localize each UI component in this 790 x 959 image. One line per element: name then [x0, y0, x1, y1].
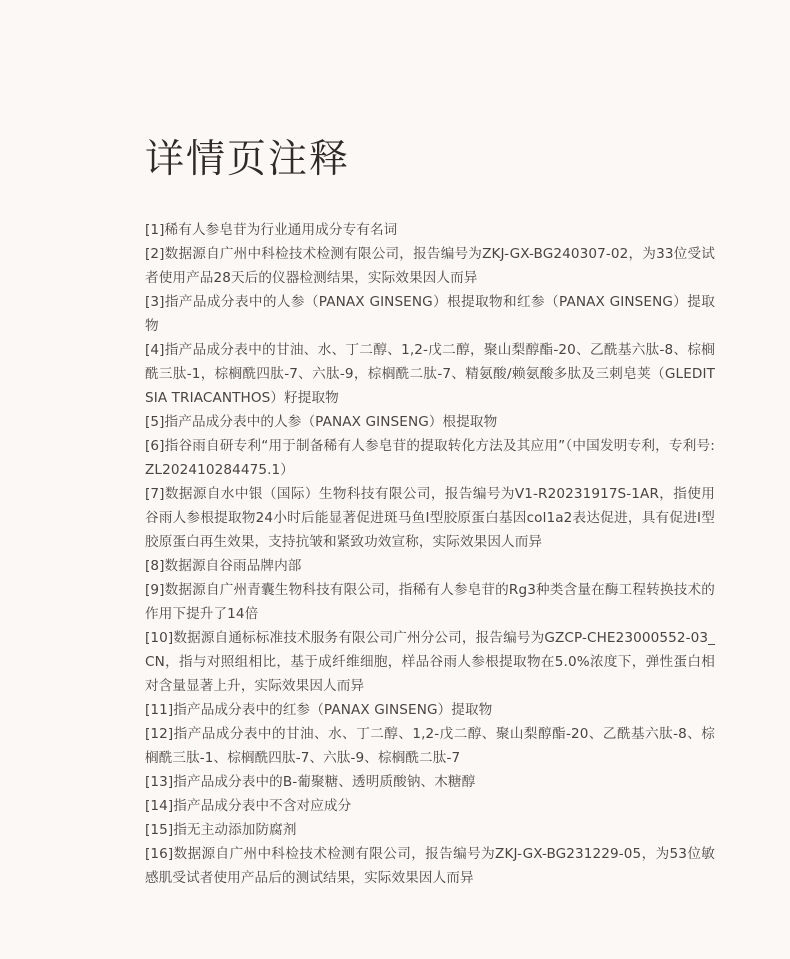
footnote-10: [10]数据源自通标标准技术服务有限公司广州分公司，报告编号为GZCP-CHE23000552-03_CN，指与对照组相比，基于成纤维细胞，样品谷雨人参根提取物在5.0%浓度下，弹性蛋白相对含量显著上升，实际效果因人而异 [145, 630, 715, 694]
footnote-1: [1]稀有人参皂苷为行业通用成分专有名词 [145, 222, 398, 238]
footnote-7: [7]数据源自水中银（国际）生物科技有限公司，报告编号为V1-R20231917S-1AR，指使用谷雨人参根提取物24小时后能显著促进斑马鱼Ⅰ型胶原蛋白基因col1a2表达促进，具有促进Ⅰ型胶原蛋白再生效果，支持抗皱和紧致功效宣称，实际效果因人而异 [145, 486, 715, 550]
footnote-8: [8]数据源自谷雨品牌内部 [145, 558, 302, 574]
footnote-list [145, 218, 715, 890]
footnote-4: [4]指产品成分表中的甘油、水、丁二醇、1,2-戊二醇，聚山梨醇酯-20、乙酰基六肽-8、棕榈酰三肽-1，棕榈酰四肽-7、六肽-9，棕榈酰二肽-7、精氨酸/赖氨酸多肽及三刺皂荚（GLEDITSIA TRIACANTHOS）籽提取物 [145, 342, 715, 406]
footnote-5: [5]指产品成分表中的人参（PANAX GINSENG）根提取物 [145, 414, 498, 430]
footnote-12: [12]指产品成分表中的甘油、水、丁二醇、1,2-戊二醇、聚山梨醇酯-20、乙酰基六肽-8、棕榈酰三肽-1、棕榈酰四肽-7、六肽-9、棕榈酰二肽-7 [145, 726, 715, 766]
footnote-14: [14]指产品成分表中不含对应成分 [145, 798, 352, 814]
footnote-2: [2]数据源自广州中科检技术检测有限公司，报告编号为ZKJ-GX-BG240307-02，为33位受试者使用产品28天后的仪器检测结果，实际效果因人而异 [145, 246, 715, 286]
footnote-6: [6]指谷雨自研专利“用于制备稀有人参皂苷的提取转化方法及其应用”（中国发明专利，专利号: ZL202410284475.1） [145, 438, 715, 478]
footnote-13: [13]指产品成分表中的Β-葡聚糖、透明质酸钠、木糖醇 [145, 774, 476, 790]
footnote-11: [11]指产品成分表中的红参（PANAX GINSENG）提取物 [145, 702, 493, 718]
footnote-15: [15]指无主动添加防腐剂 [145, 822, 297, 838]
page-title: 详情页注释 [145, 137, 351, 182]
footnote-16: [16]数据源自广州中科检技术检测有限公司，报告编号为ZKJ-GX-BG231229-05，为53位敏感肌受试者使用产品后的测试结果，实际效果因人而异 [145, 846, 715, 886]
footnote-9: [9]数据源自广州青囊生物科技有限公司，指稀有人参皂苷的Rg3种类含量在酶工程转换技术的作用下提升了14倍 [145, 582, 715, 622]
footnote-3: [3]指产品成分表中的人参（PANAX GINSENG）根提取物和红参（PANAX GINSENG）提取物 [145, 294, 715, 334]
